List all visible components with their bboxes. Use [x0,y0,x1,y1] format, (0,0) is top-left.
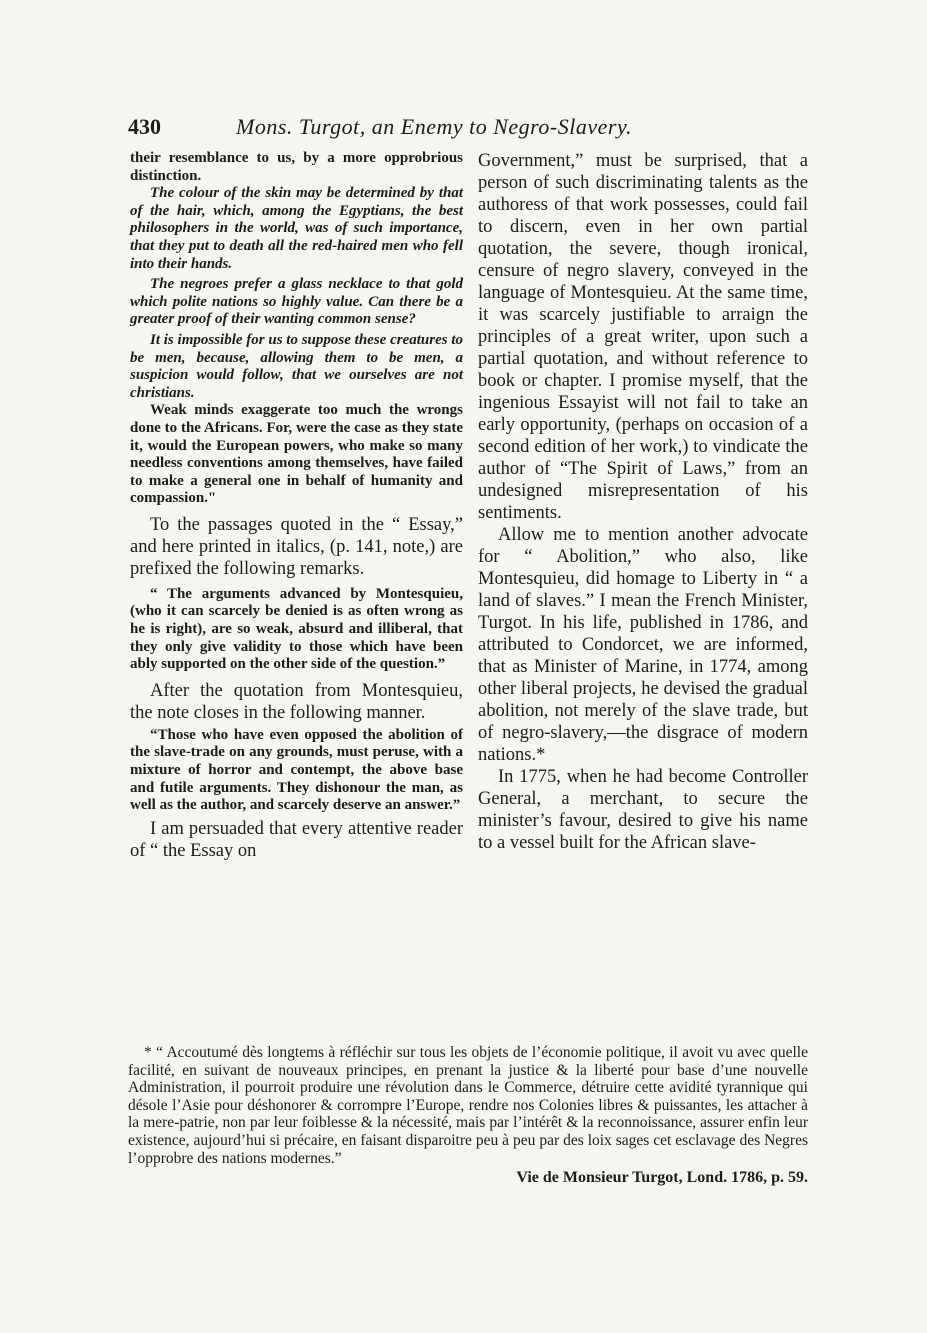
italic-quote: The colour of the skin may be determined by that of the hair, which, among the Egyptians, the best philosophers in the world, was of such importance, that they put to death all the red-haired men who fell into their hands. [130,185,463,272]
footnote-source: Vie de Monsieur Turgot, Lond. 1786, p. 59. [516,1169,808,1187]
paragraph: Weak minds exaggerate too much the wrongs done to the Africans. For, were the case as they state it, would the European powers, who make so many needless conventions among themselves, have failed to make a general one in behalf of humanity and compassion." [130,402,463,507]
italic-quote: It is impossible for us to suppose these creatures to be men, because, allowing them to be men, a suspicion would follow, that we ourselves are not christians. [130,331,463,401]
paragraph: Allow me to mention another advocate for “ Abolition,” who also, like Montesquieu, did homage to Liberty in “ a land of slaves.” I mean the French Minister, Turgot. In his life, published in 1786, and attributed to Condorcet, we are informed, that as Minister of Marine, in 1774, among other liberal projects, he devised the gradual abolition, not merely of the slave trade, but of negro-slavery,—the disgrace of modern nations.* [478,525,808,765]
running-title: Mons. Turgot, an Enemy to Negro-Slavery. [236,114,632,139]
footnote [128,1044,808,1187]
paragraph: To the passages quoted in the “ Essay,” and here printed in italics, (p. 141, note,) are prefixed the following remarks. [130,514,463,579]
left-column [130,150,463,862]
block-quote: “Those who have even opposed the abolition of the slave-trade on any grounds, must peruse, with a mixture of horror and contempt, the above base and futile arguments. They dishonour the man, as well as the author, and scarcely deserve an answer.” [130,726,463,814]
paragraph: their resemblance to us, by a more opprobrious distinction. [130,150,463,184]
paragraph: In 1775, when he had become Controller General, a merchant, to secure the minister’s favour, desired to give his name to a vessel built for the African slave- [478,767,808,853]
paragraph: After the quotation from Montesquieu, the note closes in the following manner. [130,680,463,723]
paragraph: I am persuaded that every attentive reader of “ the Essay on [130,818,463,861]
italic-quote: The negroes prefer a glass necklace to that gold which polite nations so highly value. Can there be a greater proof of their wanting common sense? [130,276,463,328]
paragraph: Government,” must be surprised, that a person of such discriminating talents as the authoress of that work possesses, could fail to discern, even in her own partial quotation, the severe, though ironical, censure of negro slavery, conveyed in the language of Montesquieu. At the same time, it was scarcely justifiable to arraign the principles of a great writer, upon such a partial quotation, and without reference to book or chapter. I promise myself, that the ingenious Essayist will not fail to take an early opportunity, (perhaps on occasion of a second edition of her work,) to vindicate the author of “The Spirit of Laws,” from an undesigned misrepresentation of his sentiments. [478,151,808,523]
page-number: 430 [128,114,161,139]
block-quote: “ The arguments advanced by Montesquieu, (who it can scarcely be denied is as often wrong as he is right), are so weak, absurd and illiberal, that they only give validity to those which have been ably supported on the other side of the question.” [130,585,463,673]
running-header [128,114,808,144]
right-column [478,150,808,854]
footnote-text: * “ Accoutumé dès longtems à réfléchir sur tous les objets de l’économie politique, il avoit vu avec quelle facilité, en suivant de nouveaux principes, en prenant la justice & la liberté pour base d’une nouvelle Administration, il pourroit produire une révolution dans le Commerce, détruire cette avidité tyrannique qui désole l’Asie pour déshonorer & corrompre l’Europe, rendre nos Colonies libres & puissantes, les attacher à la mere-patrie, non par leur foiblesse & la nécessité, mais par l’intérêt & la reconnoissance, assurer enfin leur existence, aujourd’hui si précaire, en faisant disparoitre peu à peu par des loix sages cet esclavage des Negres l’opprobre des nations modernes.” [128,1044,808,1167]
